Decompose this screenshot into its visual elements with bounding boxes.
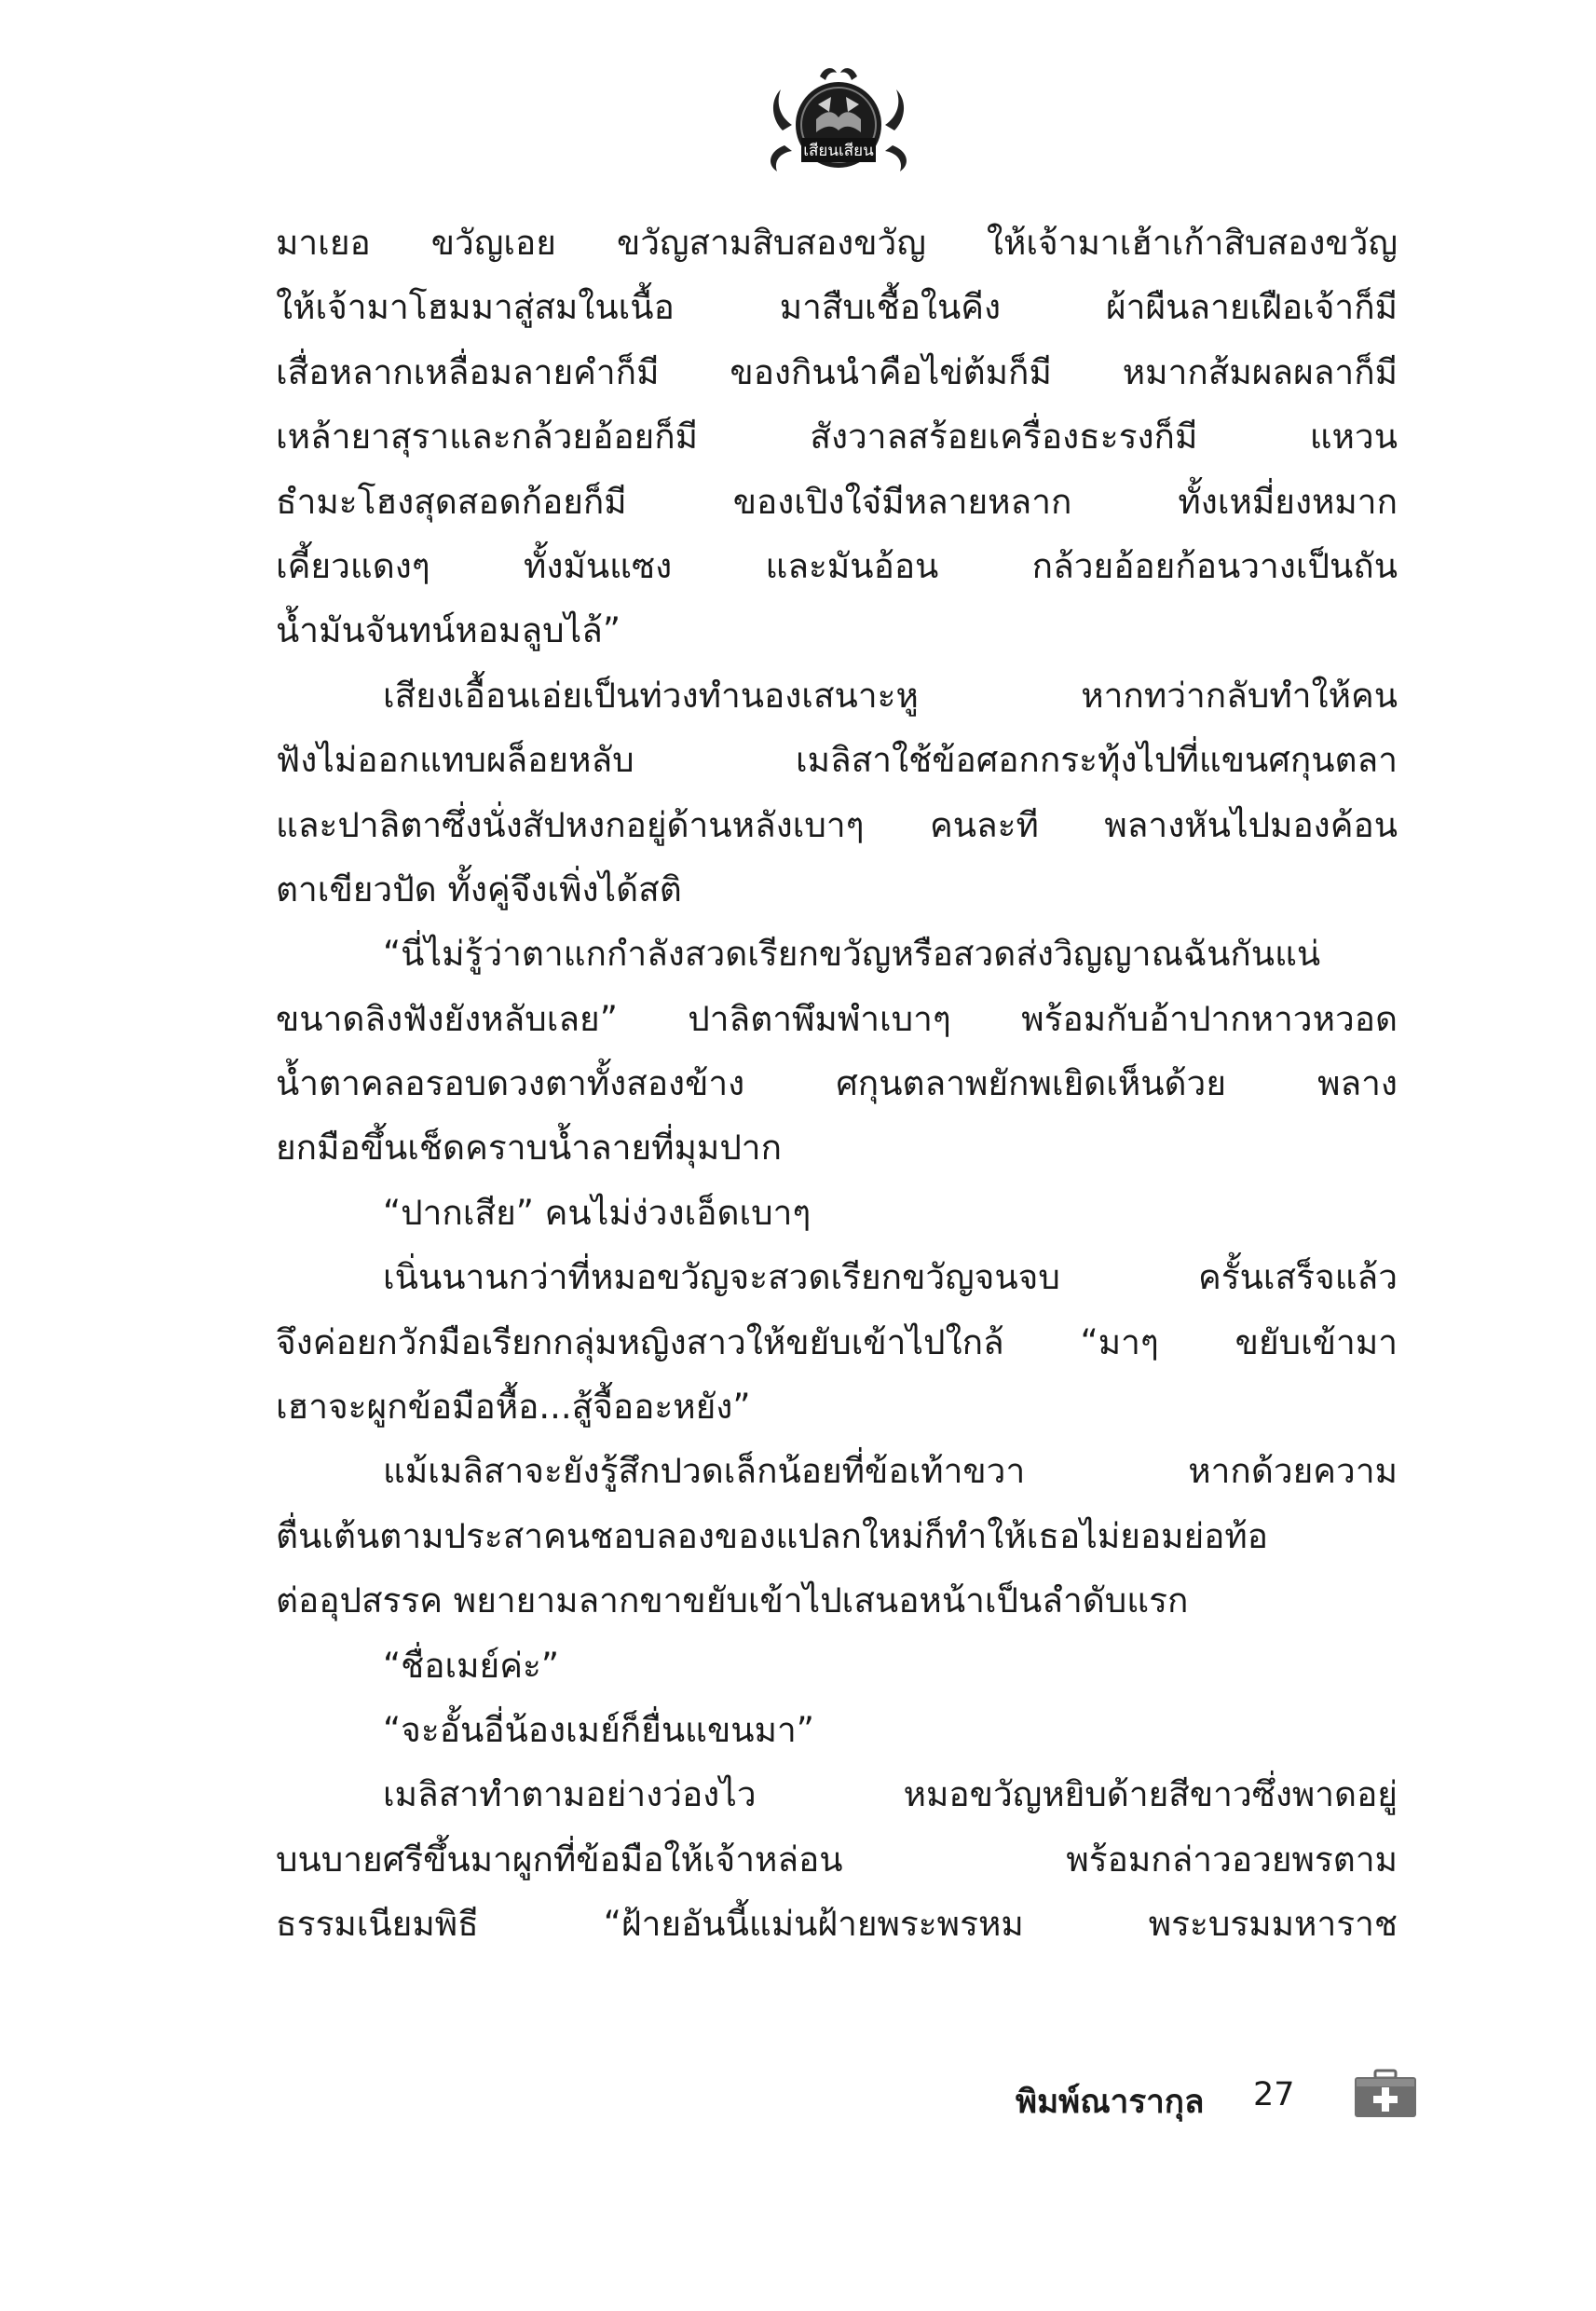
text-line: ธำมะโฮงสุดสอดก้อยก็มี ของเปิงใจ๋มีหลายหลาก ทั้งเหมี่ยงหมาก: [276, 481, 1398, 522]
logo-text: เสียนเสียน: [803, 142, 874, 160]
text-line: ให้เจ้ามาโฮมมาสู่สมในเนื้อ มาสืบเชื้อในคีง ผ้าผืนลายเฝือเจ้าก็มี: [276, 287, 1398, 328]
text-line: “จะอั้นอี่น้องเมย์ก็ยื่นแขนมา”: [383, 1709, 814, 1750]
page-number: 27: [1253, 2076, 1295, 2113]
text-line: เนิ่นนานกว่าที่หมอขวัญจะสวดเรียกขวัญจนจบ ครั้นเสร็จแล้ว: [383, 1257, 1398, 1298]
ornamental-crest-icon: [764, 63, 913, 180]
text-line: “นี่ไม่รู้ว่าตาแกกำลังสวดเรียกขวัญหรือสวดส่งวิญญาณฉันกันแน่: [383, 934, 1321, 975]
text-line: เฮาจะผูกข้อมือหื้อ...สู้จื้ออะหยัง”: [276, 1387, 751, 1428]
text-line: บนบายศรีขึ้นมาผูกที่ข้อมือให้เจ้าหล่อน พร้อมกล่าวอวยพรตาม: [276, 1839, 1398, 1880]
text-line: ต่ออุปสรรค พยายามลากขาขยับเข้าไปเสนอหน้าเป็นลำดับแรก: [276, 1580, 1189, 1621]
text-line: แม้เมลิสาจะยังรู้สึกปวดเล็กน้อยที่ข้อเท้าขวา หากด้วยความ: [383, 1451, 1398, 1492]
body-text: [276, 211, 1398, 1957]
page-footer: [1016, 2069, 1425, 2125]
text-line: ขนาดลิงฟังยังหลับเลย” ปาลิตาพึมพำเบาๆ พร้อมกับอ้าปากหาวหวอด: [276, 998, 1398, 1039]
first-aid-kit-icon: [1353, 2069, 1418, 2119]
text-line: เหล้ายาสุราและกล้วยอ้อยก็มี สังวาลสร้อยเครื่องธะรงก็มี แหวน: [276, 417, 1398, 458]
text-line: เสียงเอื้อนเอ่ยเป็นท่วงทำนองเสนาะหู หากทว่ากลับทำให้คน: [383, 675, 1398, 716]
text-line: มาเยอ ขวัญเอย ขวัญสามสิบสองขวัญ ให้เจ้ามาเฮ้าเก้าสิบสองขวัญ: [276, 223, 1398, 263]
text-line: ธรรมเนียมพิธี “ฝ้ายอันนี้แม่นฝ้ายพระพรหม พระบรมมหาราช: [276, 1904, 1398, 1945]
text-line: “ปากเสีย” คนไม่ง่วงเอ็ดเบาๆ: [383, 1192, 812, 1233]
text-line: ตื่นเต้นตามประสาคนชอบลองของแปลกใหม่ก็ทำให้เธอไม่ยอมย่อท้อ: [276, 1515, 1269, 1556]
text-line: ฟังไม่ออกแทบผล็อยหลับ เมลิสาใช้ข้อศอกกระทุ้งไปที่แขนศกุนตลา: [276, 740, 1398, 781]
text-line: ยกมือขึ้นเช็ดคราบน้ำลายที่มุมปาก: [276, 1128, 782, 1169]
text-line: เสื่อหลากเหลื่อมลายคำก็มี ของกินนำคือไข่ต้มก็มี หมากส้มผลผลาก็มี: [276, 351, 1398, 392]
text-line: จึงค่อยกวักมือเรียกกลุ่มหญิงสาวให้ขยับเข้าไปใกล้ “มาๆ ขยับเข้ามา: [276, 1321, 1398, 1362]
text-line: เคี้ยวแดงๆ ทั้งมันแซง และมันอ้อน กล้วยอ้อยก้อนวางเป็นถัน: [276, 545, 1398, 586]
text-line: เมลิสาทำตามอย่างว่องไว หมอขวัญหยิบด้ายสีขาวซึ่งพาดอยู่: [383, 1774, 1398, 1815]
book-title: พิมพ์ณารากุล: [1016, 2084, 1205, 2121]
text-line: น้ำตาคลอรอบดวงตาทั้งสองข้าง ศกุนตลาพยักพเยิดเห็นด้วย พลาง: [276, 1063, 1398, 1104]
text-line: “ชื่อเมย์ค่ะ”: [383, 1645, 560, 1686]
text-line: ตาเขียวปัด ทั้งคู่จึงเพิ่งได้สติ: [276, 868, 682, 909]
text-line: น้ำมันจันทน์หอมลูบไล้”: [276, 610, 621, 651]
text-line: และปาลิตาซึ่งนั่งสัปหงกอยู่ด้านหลังเบาๆ คนละที พลางหันไปมองค้อน: [276, 804, 1398, 845]
